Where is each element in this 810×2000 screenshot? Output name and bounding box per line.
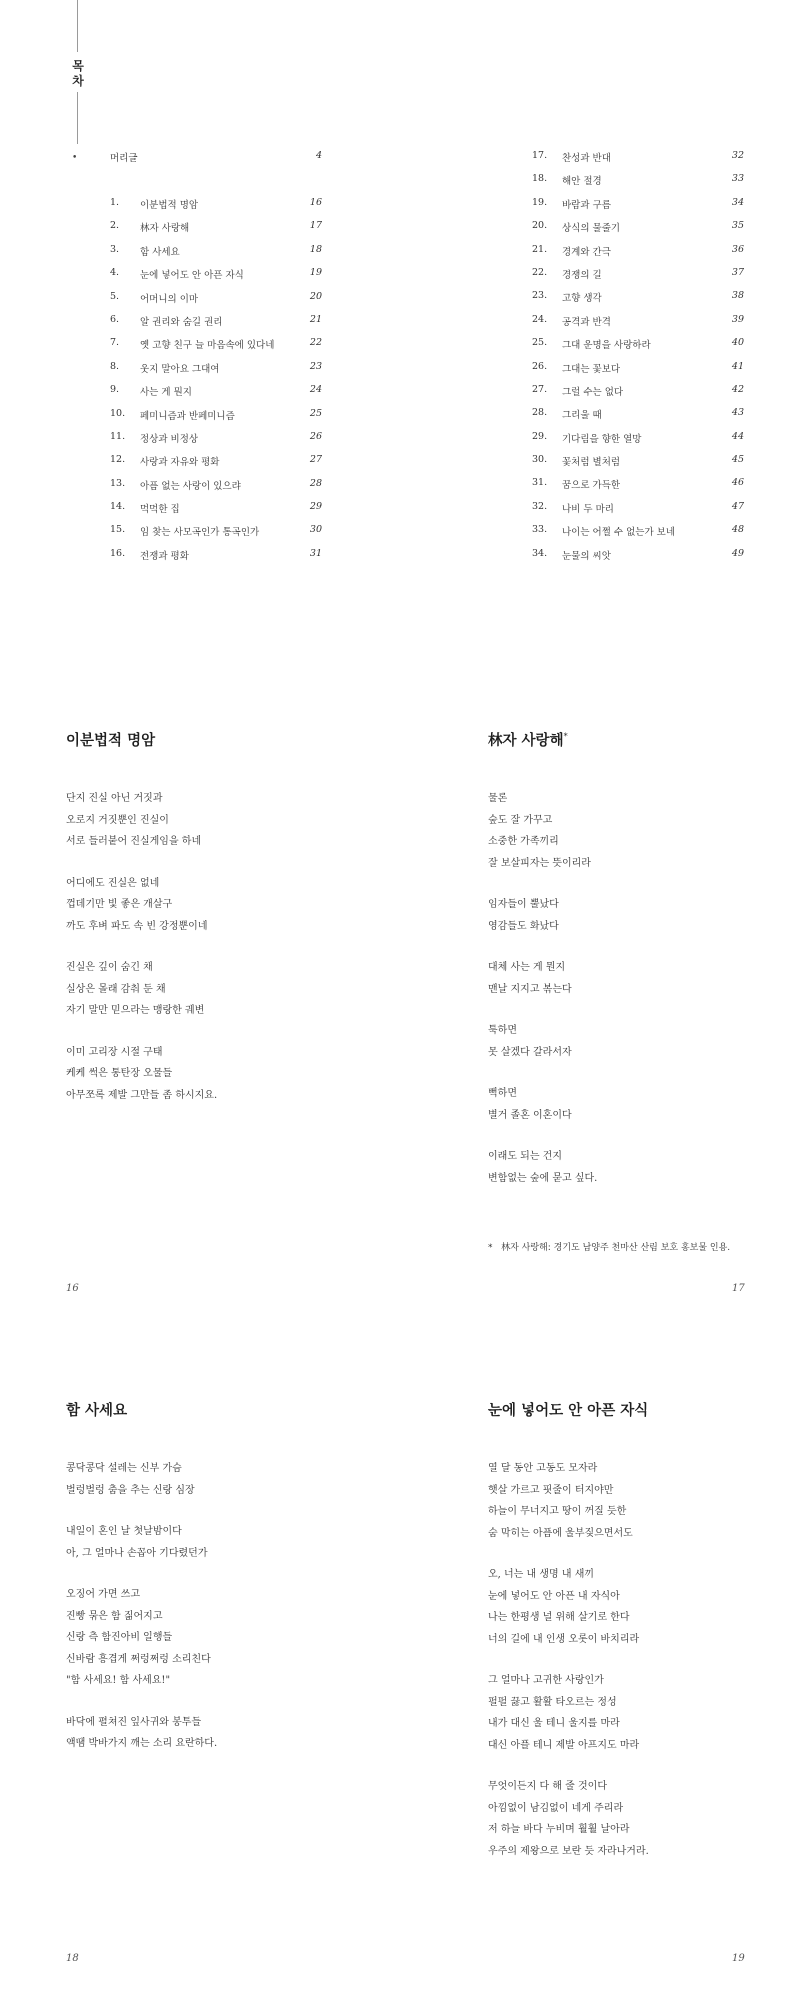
toc-entry[interactable] [110,548,322,571]
stanza [66,1042,366,1107]
toc-entry-title: 바람과 구름 [562,199,611,211]
poem-line: 숲도 잘 가꾸고 [488,814,553,826]
poem-body [488,788,788,1209]
stanza [488,894,788,937]
toc-entry-number: 27. [532,383,548,395]
poem-line: 자기 말만 믿으라는 맹랑한 궤변 [66,1005,205,1016]
toc-entry-number: 8. [110,360,120,372]
toc-entry[interactable] [532,548,744,571]
poem-line: "함 사세요! 함 사세요!" [66,1675,171,1686]
toc-entry-title: 정상과 비정상 [140,433,199,445]
toc-entry-title: 상식의 물줄기 [562,223,621,235]
toc-entry-number: 32. [532,500,548,512]
toc-entry[interactable] [110,454,322,477]
toc-entry[interactable] [532,454,744,477]
poem-body [488,1458,788,1882]
poem-line: 콩닥콩닥 설레는 신부 가슴 [66,1463,182,1474]
toc-entry[interactable] [532,431,744,454]
toc-entry[interactable] [532,173,744,196]
toc-entry[interactable] [110,431,322,454]
poem-line: 내가 대신 울 테니 울지를 마라 [488,1718,620,1729]
poem-line: 펄펄 끓고 활활 타오르는 정성 [488,1696,617,1708]
poem-title: 함 사세요 [66,1402,128,1419]
poem-line: 오, 너는 내 생명 내 새끼 [488,1569,595,1580]
stanza [66,1458,366,1501]
toc-entry[interactable] [110,361,322,384]
toc-entry-page: 28 [309,477,322,489]
stanza [66,1712,366,1755]
toc-entry[interactable] [110,314,322,337]
poem-line: 실상은 몰래 감춰 둔 채 [66,983,166,995]
toc-entry-number: 30. [532,454,548,466]
toc-entry-title: 임 찾는 사모곡인가 통곡인가 [140,527,260,539]
toc-entry-number: 26. [532,360,548,372]
toc-entry-title: 고향 생각 [562,293,602,305]
poem-line: 신랑 측 함진아비 일행들 [66,1632,173,1643]
toc-entry-page: 25 [309,407,322,419]
stanza [488,1564,788,1650]
toc-entry-page: 24 [309,384,322,396]
toc-entry-number: 4. [110,267,120,279]
poem-line: 어디에도 진실은 없네 [66,877,160,889]
toc-entry-page: 36 [731,243,744,255]
toc-entry-number: 18. [532,173,548,185]
poem-line: 단지 진실 아닌 거짓과 [66,793,163,804]
toc-entry-page: 19 [309,267,322,279]
stanza [488,1670,788,1756]
toc-entry-number: 25. [532,337,548,349]
toc-entry-number: 34. [532,547,548,559]
stanza [66,873,366,938]
poem-line: 잘 보살피자는 뜻이리라 [488,857,591,869]
toc-entry[interactable] [532,524,744,547]
toc-entry[interactable] [110,478,322,501]
toc-entry-title: 함 사세요 [140,246,180,258]
poem-line: 오징어 가면 쓰고 [66,1589,140,1600]
poem-line: 신바람 흥겹게 쩌렁쩌렁 소리친다 [66,1653,211,1665]
toc-entry-page: 38 [731,290,744,302]
page-number: 16 [66,1283,79,1294]
poem-line: 바닥에 펼쳐진 잎사귀와 봉투들 [66,1716,202,1728]
poem-line: 햇살 가르고 핏줄이 터지야만 [488,1484,614,1496]
toc-entry-number: 22. [532,266,548,278]
toc-entry[interactable] [532,314,744,337]
poem-line: 하늘이 무너지고 땅이 꺼질 듯한 [488,1506,627,1517]
toc-entry-title: 경계와 간극 [562,246,611,258]
toc-entry-page: 45 [731,454,744,466]
toc-entry[interactable] [532,407,744,430]
toc-entry-page: 48 [731,524,744,536]
toc-entry-title: 눈물의 씨앗 [562,550,611,562]
poem-title: 눈에 넣어도 안 아픈 자식 [488,1402,649,1419]
stanza [488,788,788,874]
poem-line: 눈에 넣어도 안 아픈 내 자식아 [488,1590,620,1602]
toc-entry-page: 26 [309,430,322,442]
poem-line: 영감들도 화났다 [488,920,559,932]
toc-entry[interactable] [110,197,322,220]
poem-line: 껍데기만 빛 좋은 개살구 [66,899,173,910]
poem-body [66,788,366,1126]
toc-entry-page: 35 [731,220,744,232]
poem-line: 임자들이 뿔났다 [488,899,559,910]
poem-line: 못 살겠다 갈라서자 [488,1046,572,1058]
toc-entry[interactable] [110,220,322,243]
toc-entry-title: 찬성과 반대 [562,153,611,164]
page-number: 19 [732,1953,745,1964]
toc-entry-title: 나비 두 마리 [562,503,614,515]
toc-entry-number: 19. [532,196,548,208]
toc-bullet-icon: • [72,153,78,163]
poem-line: 열 달 동안 고동도 모자라 [488,1463,598,1474]
toc-entry-number: 14. [110,501,126,513]
toc-entry-page: 17 [309,220,322,232]
toc-entry-number: 15. [110,524,126,536]
toc-entry-number: 23. [532,290,548,302]
toc-bottom-rule [77,92,78,144]
toc-entry-page: 22 [309,337,322,349]
toc-entry-title: 기다림을 향한 열망 [562,433,642,445]
toc-entry-number: 1. [110,197,120,208]
toc-entry-title: 눈에 넣어도 안 아픈 자식 [140,270,244,282]
footnote-marker: * [563,732,568,742]
toc-entry-number: 13. [110,477,126,489]
toc-entry-title: 그대는 꽃보다 [562,363,621,375]
toc-entry-page: 46 [731,477,744,489]
toc-entry-number: 24. [532,313,548,325]
toc-column-right [532,150,744,571]
poem-line: 물론 [488,793,508,804]
poem-line: 나는 한평생 널 위해 살기로 한다 [488,1612,630,1623]
poem-line: 진빵 묶은 함 짊어지고 [66,1610,163,1622]
toc-entry-page: 29 [309,501,322,513]
toc-entry-page: 43 [731,407,744,419]
toc-entry-number: 6. [110,313,120,325]
toc-entry-page: 16 [309,197,322,208]
poem-line: 서로 들러붙어 진실게임을 하네 [66,836,202,847]
stanza [488,1776,788,1862]
poem-line: 진실은 깊이 숨긴 채 [66,962,153,973]
poem-title-text: 林자 사랑해 [488,732,564,749]
toc-entry-page: 32 [731,150,744,161]
poem-line: 변함없는 숲에 묻고 싶다. [488,1172,598,1184]
toc-entry-page: 37 [731,266,744,278]
toc-entry-number: 3. [110,243,120,255]
toc-entry[interactable] [532,501,744,524]
poem-line: 대신 아플 테니 제발 아프지도 마라 [488,1739,640,1751]
stanza [488,1020,788,1063]
stanza [488,1146,788,1189]
toc-entry-page: 31 [309,547,322,559]
poem-line: 무엇이든지 다 해 줄 것이다 [488,1781,607,1792]
poem-line: 액땜 박바가지 깨는 소리 요란하다. [66,1738,218,1749]
toc-entry-title: 그리울 때 [562,410,602,422]
footnote-mark: * [488,1243,493,1253]
toc-entry-number: 7. [110,337,120,349]
stanza [488,1458,788,1544]
toc-entry-title: 공격과 반격 [562,316,611,328]
toc-entry-number: 29. [532,430,548,442]
stanza [488,1083,788,1126]
toc-entry-title: 웃지 말아요 그대여 [140,363,220,375]
poem-line: 까도 후벼 파도 속 빈 강정뿐이네 [66,920,208,932]
toc-entry-number: 11. [110,430,126,442]
poem-line: 아낌없이 남김없이 네게 주리라 [488,1802,624,1814]
toc-entry-number: 10. [110,407,126,419]
toc-entry-page: 34 [731,196,744,208]
toc-preface-page: 4 [315,150,322,161]
toc-entry[interactable] [110,291,322,314]
stanza [66,788,366,853]
toc-entry-number: 5. [110,290,120,302]
toc-entry-title: 해안 절경 [562,176,602,188]
toc-entry-page: 42 [731,383,744,395]
toc-entry-title: 전쟁과 평화 [140,550,189,562]
toc-entry-page: 27 [309,454,322,466]
toc-column-left [110,197,322,571]
poem-line: 너의 길에 내 인생 오롯이 바치리라 [488,1633,640,1645]
toc-entry-page: 39 [731,313,744,325]
toc-entry-title: 그대 운명을 사랑하라 [562,340,651,352]
toc-entry-number: 20. [532,220,548,232]
poem-line: 대체 사는 게 뭔지 [488,962,566,973]
toc-entry-title: 어머니의 이마 [140,293,199,305]
stanza [66,1521,366,1564]
toc-entry-page: 44 [731,430,744,442]
toc-entry-title: 꿈으로 가득한 [562,480,621,492]
toc-entry[interactable] [110,501,322,524]
toc-entry-number: 2. [110,220,120,232]
toc-entry[interactable] [110,267,322,290]
toc-entry-page: 33 [731,173,744,185]
toc-entry-page: 23 [309,360,322,372]
toc-entry-number: 12. [110,454,126,466]
toc-entry-title: 사랑과 자유와 평화 [140,457,220,469]
toc-entry-number: 33. [532,524,548,536]
toc-entry[interactable] [110,384,322,407]
page-number: 17 [732,1283,745,1294]
toc-entry-number: 17. [532,150,548,161]
toc-entry[interactable] [110,524,322,547]
toc-entry[interactable] [532,244,744,267]
poem-line: 별거 졸혼 이혼이다 [488,1109,572,1121]
stanza [66,1584,366,1692]
toc-preface-title: 머리글 [110,153,138,164]
poem-line: 아, 그 얼마나 손꼽아 기다렸던가 [66,1547,208,1559]
toc-entry[interactable] [532,150,744,173]
toc-entry[interactable] [532,220,744,243]
poem-line: 맨날 지지고 볶는다 [488,983,572,995]
toc-entry-page: 21 [309,313,322,325]
toc-entry-title: 이분법적 명암 [140,200,199,211]
poem-line: 아무쪼록 제발 그만들 좀 하시지요. [66,1089,218,1101]
toc-entry-title: 옛 고향 친구 늘 마음속에 있다네 [140,340,275,352]
toc-entry[interactable] [532,384,744,407]
poem-body [66,1458,366,1775]
toc-entry[interactable] [110,337,322,360]
toc-entry[interactable] [110,244,322,267]
toc-entry[interactable] [532,477,744,500]
toc-entry-page: 30 [309,524,322,536]
poem-line: 오로지 거짓뿐인 진실이 [66,814,169,826]
toc-entry-number: 16. [110,547,126,559]
poem-line: 소중한 가족끼리 [488,836,559,847]
poem-line: 뻑하면 [488,1088,517,1099]
toc-entry[interactable] [532,197,744,220]
toc-entry-number: 28. [532,407,548,419]
toc-entry[interactable] [532,290,744,313]
poem-line: 벌렁벌렁 춤을 추는 신랑 심장 [66,1484,195,1496]
poem-title: 이분법적 명암 [66,732,156,749]
poem-line: 툭하면 [488,1025,517,1036]
poem-title [488,729,568,750]
stanza [488,957,788,1000]
toc-entry[interactable] [532,267,744,290]
poem-line: 이미 고리장 시절 구태 [66,1046,163,1058]
poem-line: 우주의 제왕으로 보란 듯 자라나거라. [488,1845,649,1857]
toc-entry[interactable] [532,361,744,384]
toc-entry-title: 먹먹한 집 [140,504,180,516]
toc-entry-page: 41 [731,360,744,372]
toc-entry-number: 9. [110,384,120,396]
toc-entry-title: 아픔 없는 사랑이 있으랴 [140,480,241,492]
toc-entry-title: 그럴 수는 없다 [562,386,624,398]
toc-entry-title: 알 권리와 숨길 권리 [140,316,223,328]
toc-entry[interactable] [110,408,322,431]
toc-entry-number: 21. [532,243,548,255]
toc-entry[interactable] [532,337,744,360]
toc-entry-page: 18 [309,243,322,255]
toc-entry-title: 경쟁의 길 [562,269,602,281]
poem-line: 저 하늘 바다 누비며 훨훨 날아라 [488,1824,630,1835]
page-number: 18 [66,1953,79,1964]
toc-entry-title: 페미니즘과 반페미니즘 [140,410,235,422]
toc-entry-page: 47 [731,500,744,512]
poem-line: 그 얼마나 고귀한 사랑인가 [488,1675,604,1686]
footnote-text: 林자 사랑해: 경기도 남양주 천마산 산림 보호 홍보물 인용. [501,1243,731,1253]
poem-line: 케케 썩은 통탄장 오물들 [66,1068,173,1079]
toc-entry-page: 20 [309,290,322,302]
toc-entry-title: 사는 게 뭔지 [140,387,192,399]
toc-title: 목차 [72,59,84,88]
toc-entry-page: 40 [731,337,744,349]
stanza [66,957,366,1022]
toc-entry-number: 31. [532,477,548,489]
toc-entry-title: 林자 사랑해 [140,223,190,235]
toc-entry-title: 나이는 어쩔 수 없는가 보네 [562,527,676,539]
toc-entry-page: 49 [731,547,744,559]
poem-line: 숨 막히는 아픔에 울부짖으면서도 [488,1527,633,1539]
toc-entry-title: 꽃처럼 별처럼 [562,457,621,469]
footnote [488,1240,730,1253]
poem-line: 내일이 혼인 날 첫날밤이다 [66,1526,182,1537]
poem-line: 이래도 되는 건지 [488,1151,562,1162]
toc-top-rule [77,0,78,52]
